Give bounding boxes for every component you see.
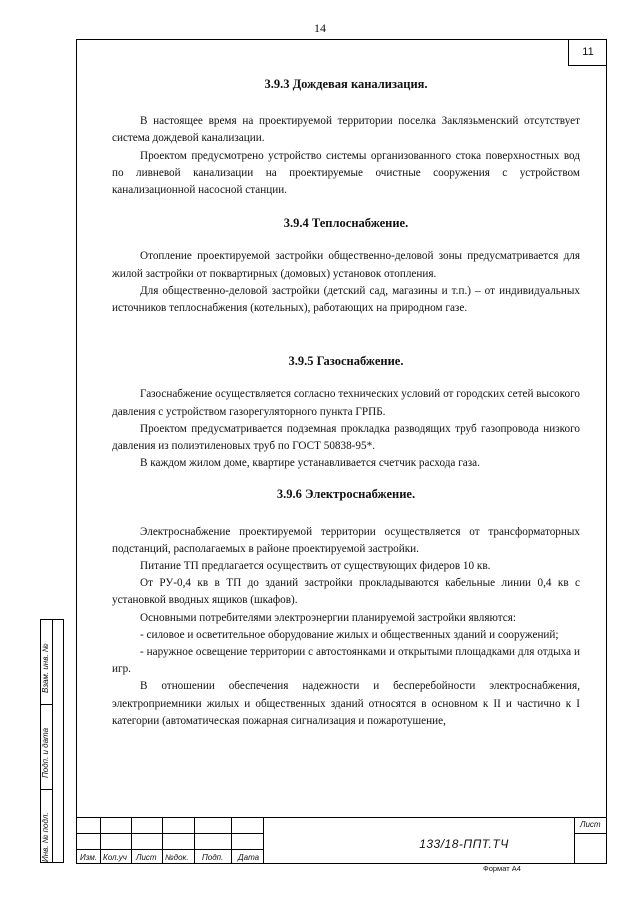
paragraph: Проектом предусматривается подземная прокладка разводящих труб газопровода низкого давления из полиэтиленовых труб по ГОСТ 50838-95*. [112,422,580,453]
stamp-vzam-label: Взам. инв. № [41,643,50,693]
paragraph: От РУ-0,4 кв в ТП до зданий застройки прокладываются кабельные линии 0,4 кв с установкой вводных ящиков (шкафов). [112,577,580,607]
col-izm: Изм. [80,853,98,862]
stamp-inv-label: Инв. № подл. [41,812,50,862]
title-block [76,817,607,864]
paragraph: Газоснабжение осуществляется согласно технических условий от городских сетей высокого давления с устройством газорегуляторного пункта ГРПБ. [112,388,580,418]
list-label: Лист [580,820,601,829]
paragraph: Проектом предусмотрено устройство системы организованного стока поверхностных вод по ливневой канализации на проектируемые очистные сооружения с устройством канализационной насосной станции. [112,149,580,197]
sheet-number: 11 [568,39,607,66]
paragraph: Питание ТП предлагается осуществить от существующих фидеров 10 кв. [140,560,491,573]
document-code: 133/18-ППТ.ТЧ [419,837,509,851]
list-item: - силовое и осветительное оборудование жилых и общественных зданий и сооружений; [140,628,559,641]
format-label: Формат А4 [483,864,521,873]
list-item: - наружное освещение территории с автостоянками и открытыми площадками для отдыха и игр. [112,646,580,676]
stamp-podp-label: Подп. и дата [41,727,50,778]
paragraph: Электроснабжение проектируемой территории осуществляется от трансформаторных подстанций, располагаемых в районе проектируемой застройки. [112,525,580,555]
paragraph: В каждом жилом доме, квартире устанавливается счетчик расхода газа. [140,457,480,470]
section-heading: 3.9.3 Дождевая канализация. [264,77,428,91]
col-data: Дата [238,853,260,862]
paragraph: В настоящее время на проектируемой территории поселка Заклязьменский отсутствует система дождевой канализации. [112,115,580,145]
section-heading: 3.9.5 Газоснабжение. [288,354,404,369]
page-number: 14 [314,21,326,35]
col-podp: Подп. [202,853,224,862]
section-heading: 3.9.4 Теплоснабжение. [283,216,409,231]
col-list: Лист [136,853,157,862]
section-heading: 3.9.6 Электроснабжение. [276,487,416,502]
side-stamp-divider [52,619,53,863]
paragraph: Отопление проектируемой застройки общественно-деловой зоны предусматривается для жилой застройки от поквартирных (домовых) установок отопления. [112,250,580,280]
paragraph: В отношении обеспечения надежности и бесперебойности электроснабжения, электроприемники жилых и общественных зданий относятся в основном к II и частично к I категории (автоматическая пожарная сигнализация и пожаротушение, [112,680,580,727]
paragraph: Для общественно-деловой застройки (детский сад, магазины и т.п.) – от индивидуальных источников теплоснабжения (котельных), работающих на природном газе. [112,284,580,315]
col-ndok: №док. [165,853,189,862]
col-kol-uch: Кол.уч [103,853,127,862]
paragraph: Основными потребителями электроэнергии планируемой застройки являются: [140,611,516,624]
document-body [112,70,580,730]
